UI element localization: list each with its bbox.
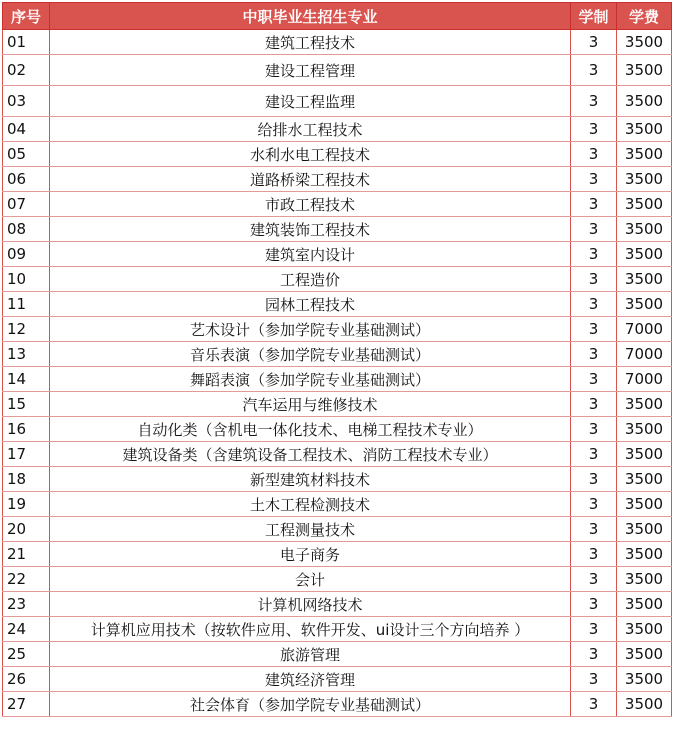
table-body bbox=[3, 30, 672, 717]
tuition-fee: 7000 bbox=[617, 317, 672, 342]
row-number: 16 bbox=[3, 417, 50, 442]
tuition-fee: 3500 bbox=[617, 30, 672, 55]
study-years: 3 bbox=[571, 567, 617, 592]
row-number: 07 bbox=[3, 192, 50, 217]
major-name: 建筑工程技术 bbox=[50, 30, 571, 55]
major-name: 建筑室内设计 bbox=[50, 242, 571, 267]
table-row bbox=[3, 567, 672, 592]
tuition-fee: 3500 bbox=[617, 567, 672, 592]
row-number: 12 bbox=[3, 317, 50, 342]
study-years: 3 bbox=[571, 542, 617, 567]
study-years: 3 bbox=[571, 30, 617, 55]
major-name: 建设工程管理 bbox=[50, 55, 571, 86]
header-years: 学制 bbox=[571, 3, 617, 30]
major-name: 道路桥梁工程技术 bbox=[50, 167, 571, 192]
table-row bbox=[3, 292, 672, 317]
table-row bbox=[3, 417, 672, 442]
row-number: 21 bbox=[3, 542, 50, 567]
tuition-fee: 3500 bbox=[617, 392, 672, 417]
tuition-fee: 3500 bbox=[617, 192, 672, 217]
major-name: 音乐表演（参加学院专业基础测试） bbox=[50, 342, 571, 367]
row-number: 13 bbox=[3, 342, 50, 367]
major-name: 社会体育（参加学院专业基础测试） bbox=[50, 692, 571, 717]
table-row bbox=[3, 542, 672, 567]
tuition-fee: 3500 bbox=[617, 517, 672, 542]
study-years: 3 bbox=[571, 242, 617, 267]
major-name: 会计 bbox=[50, 567, 571, 592]
study-years: 3 bbox=[571, 86, 617, 117]
study-years: 3 bbox=[571, 392, 617, 417]
table-row bbox=[3, 86, 672, 117]
tuition-fee: 3500 bbox=[617, 642, 672, 667]
table-row bbox=[3, 342, 672, 367]
table-row bbox=[3, 467, 672, 492]
table-row bbox=[3, 55, 672, 86]
study-years: 3 bbox=[571, 667, 617, 692]
tuition-fee: 3500 bbox=[617, 692, 672, 717]
table-row bbox=[3, 192, 672, 217]
study-years: 3 bbox=[571, 292, 617, 317]
tuition-fee: 7000 bbox=[617, 367, 672, 392]
major-name: 工程测量技术 bbox=[50, 517, 571, 542]
row-number: 17 bbox=[3, 442, 50, 467]
study-years: 3 bbox=[571, 367, 617, 392]
major-name: 计算机应用技术（按软件应用、软件开发、ui设计三个方向培养 ） bbox=[50, 617, 571, 642]
major-name: 建设工程监理 bbox=[50, 86, 571, 117]
tuition-fee: 7000 bbox=[617, 342, 672, 367]
study-years: 3 bbox=[571, 517, 617, 542]
study-years: 3 bbox=[571, 617, 617, 642]
tuition-fee: 3500 bbox=[617, 617, 672, 642]
table-row bbox=[3, 30, 672, 55]
row-number: 20 bbox=[3, 517, 50, 542]
table-row bbox=[3, 492, 672, 517]
table-row bbox=[3, 242, 672, 267]
row-number: 10 bbox=[3, 267, 50, 292]
study-years: 3 bbox=[571, 55, 617, 86]
study-years: 3 bbox=[571, 192, 617, 217]
major-name: 园林工程技术 bbox=[50, 292, 571, 317]
table-row bbox=[3, 367, 672, 392]
tuition-fee: 3500 bbox=[617, 592, 672, 617]
row-number: 04 bbox=[3, 117, 50, 142]
row-number: 08 bbox=[3, 217, 50, 242]
table-row bbox=[3, 442, 672, 467]
row-number: 24 bbox=[3, 617, 50, 642]
study-years: 3 bbox=[571, 317, 617, 342]
study-years: 3 bbox=[571, 342, 617, 367]
row-number: 05 bbox=[3, 142, 50, 167]
table-row bbox=[3, 517, 672, 542]
study-years: 3 bbox=[571, 642, 617, 667]
study-years: 3 bbox=[571, 417, 617, 442]
tuition-fee: 3500 bbox=[617, 492, 672, 517]
table-row bbox=[3, 617, 672, 642]
major-name: 市政工程技术 bbox=[50, 192, 571, 217]
tuition-fee: 3500 bbox=[617, 167, 672, 192]
major-name: 旅游管理 bbox=[50, 642, 571, 667]
row-number: 25 bbox=[3, 642, 50, 667]
tuition-fee: 3500 bbox=[617, 417, 672, 442]
row-number: 15 bbox=[3, 392, 50, 417]
row-number: 09 bbox=[3, 242, 50, 267]
header-no: 序号 bbox=[3, 3, 50, 30]
major-name: 汽车运用与维修技术 bbox=[50, 392, 571, 417]
table-row bbox=[3, 267, 672, 292]
table-row bbox=[3, 667, 672, 692]
tuition-fee: 3500 bbox=[617, 267, 672, 292]
row-number: 03 bbox=[3, 86, 50, 117]
row-number: 26 bbox=[3, 667, 50, 692]
row-number: 02 bbox=[3, 55, 50, 86]
study-years: 3 bbox=[571, 117, 617, 142]
tuition-fee: 3500 bbox=[617, 292, 672, 317]
major-name: 给排水工程技术 bbox=[50, 117, 571, 142]
tuition-fee: 3500 bbox=[617, 86, 672, 117]
major-name: 自动化类（含机电一体化技术、电梯工程技术专业） bbox=[50, 417, 571, 442]
table-row bbox=[3, 692, 672, 717]
table-row bbox=[3, 217, 672, 242]
tuition-fee: 3500 bbox=[617, 117, 672, 142]
row-number: 06 bbox=[3, 167, 50, 192]
row-number: 27 bbox=[3, 692, 50, 717]
tuition-fee: 3500 bbox=[617, 217, 672, 242]
table-row bbox=[3, 317, 672, 342]
row-number: 01 bbox=[3, 30, 50, 55]
table-row bbox=[3, 642, 672, 667]
study-years: 3 bbox=[571, 217, 617, 242]
study-years: 3 bbox=[571, 442, 617, 467]
row-number: 23 bbox=[3, 592, 50, 617]
major-name: 电子商务 bbox=[50, 542, 571, 567]
major-name: 建筑装饰工程技术 bbox=[50, 217, 571, 242]
study-years: 3 bbox=[571, 467, 617, 492]
table-row bbox=[3, 142, 672, 167]
major-name: 舞蹈表演（参加学院专业基础测试） bbox=[50, 367, 571, 392]
row-number: 22 bbox=[3, 567, 50, 592]
study-years: 3 bbox=[571, 267, 617, 292]
table-row bbox=[3, 117, 672, 142]
row-number: 19 bbox=[3, 492, 50, 517]
major-name: 土木工程检测技术 bbox=[50, 492, 571, 517]
major-name: 建筑设备类（含建筑设备工程技术、消防工程技术专业） bbox=[50, 442, 571, 467]
study-years: 3 bbox=[571, 167, 617, 192]
study-years: 3 bbox=[571, 142, 617, 167]
major-name: 艺术设计（参加学院专业基础测试） bbox=[50, 317, 571, 342]
tuition-fee: 3500 bbox=[617, 55, 672, 86]
tuition-fee: 3500 bbox=[617, 142, 672, 167]
table-row bbox=[3, 392, 672, 417]
table-row bbox=[3, 592, 672, 617]
major-name: 新型建筑材料技术 bbox=[50, 467, 571, 492]
row-number: 11 bbox=[3, 292, 50, 317]
major-name: 计算机网络技术 bbox=[50, 592, 571, 617]
header-major: 中职毕业生招生专业 bbox=[50, 3, 571, 30]
header-row bbox=[3, 3, 672, 30]
major-name: 建筑经济管理 bbox=[50, 667, 571, 692]
tuition-fee: 3500 bbox=[617, 442, 672, 467]
tuition-fee: 3500 bbox=[617, 467, 672, 492]
tuition-fee: 3500 bbox=[617, 542, 672, 567]
row-number: 18 bbox=[3, 467, 50, 492]
table-row bbox=[3, 167, 672, 192]
study-years: 3 bbox=[571, 692, 617, 717]
table-header bbox=[3, 3, 672, 30]
header-fee: 学费 bbox=[617, 3, 672, 30]
major-name: 水利水电工程技术 bbox=[50, 142, 571, 167]
study-years: 3 bbox=[571, 492, 617, 517]
tuition-fee: 3500 bbox=[617, 667, 672, 692]
row-number: 14 bbox=[3, 367, 50, 392]
tuition-fee: 3500 bbox=[617, 242, 672, 267]
major-name: 工程造价 bbox=[50, 267, 571, 292]
majors-table bbox=[2, 2, 672, 717]
study-years: 3 bbox=[571, 592, 617, 617]
